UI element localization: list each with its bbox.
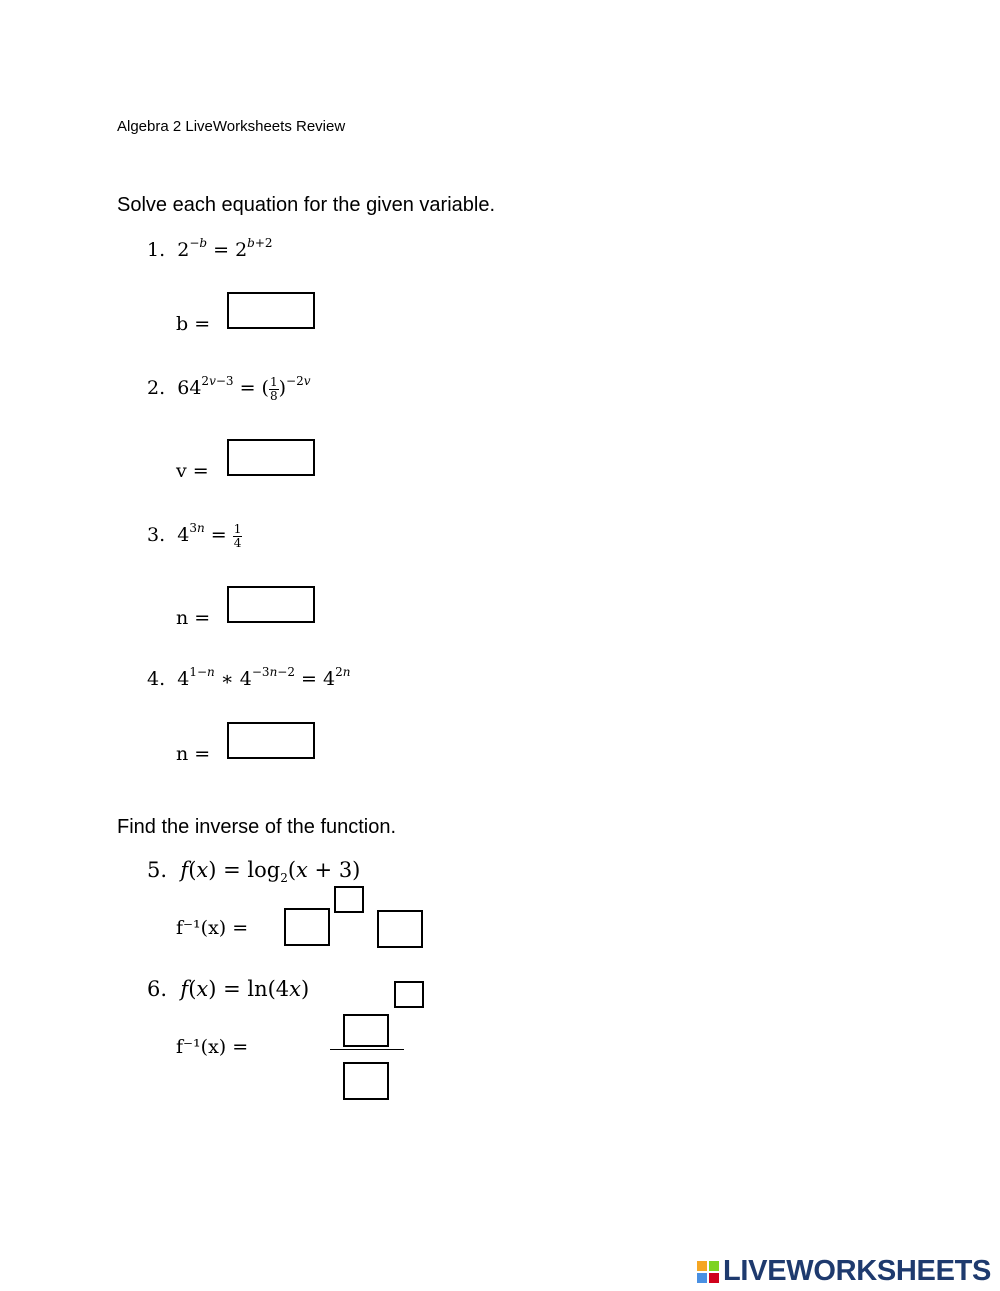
logo-squares-icon	[697, 1261, 719, 1283]
problem-4-equation: $4^{1-n}$ ∗ $4^{-3n-2} = 4^{2n}$	[177, 665, 351, 690]
answer-box-6-denominator[interactable]	[343, 1062, 389, 1100]
answer-label-b: b =	[176, 313, 211, 335]
answer-label-inverse-6: f⁻¹(x) =	[176, 1036, 249, 1058]
problem-3	[147, 521, 242, 550]
problem-2	[147, 374, 311, 403]
section-2-instruction: Find the inverse of the function.	[117, 816, 397, 838]
problem-3-number: 3.	[147, 524, 166, 546]
answer-box-v[interactable]	[227, 439, 315, 476]
problem-5-equation: $f(x) = \log_2(x + 3)$	[180, 858, 361, 885]
problem-4-number: 4.	[147, 668, 166, 690]
logo-square-3	[697, 1273, 707, 1283]
problem-1-equation: $2^{-b} = 2^{b+2}$	[177, 236, 273, 261]
answer-box-n-4[interactable]	[227, 722, 315, 759]
problem-2-equation: $64^{2v-3}$ = ( $\frac{1}{8}$ )$^{-2v}$	[177, 374, 311, 403]
logo-square-4	[709, 1273, 719, 1283]
section-1-instruction: Solve each equation for the given variable.	[117, 194, 496, 216]
problem-6	[147, 977, 309, 1001]
answer-label-v: v =	[176, 460, 209, 482]
answer-label-n-4: n =	[176, 743, 211, 765]
problem-5-number: 5.	[147, 858, 168, 882]
worksheet-header: Algebra 2 LiveWorksheets Review	[117, 118, 346, 135]
problem-6-number: 6.	[147, 977, 168, 1001]
answer-box-n-3[interactable]	[227, 586, 315, 623]
problem-6-equation: f(x) = ln(4x)	[180, 977, 310, 1001]
answer-label-n-3: n =	[176, 607, 211, 629]
problem-3-equation: $4^{3n}$ = $\frac{1}{4}$	[177, 521, 242, 550]
answer-box-6-exponent[interactable]	[394, 981, 424, 1008]
answer-box-5-base[interactable]	[284, 908, 330, 946]
problem-4	[147, 665, 350, 690]
answer-box-6-numerator[interactable]	[343, 1014, 389, 1047]
answer-label-inverse-5: f⁻¹(x) =	[176, 917, 249, 939]
liveworksheets-logo	[697, 1255, 991, 1288]
problem-1	[147, 236, 273, 261]
logo-text: LIVEWORKSHEETS	[723, 1255, 992, 1287]
problem-2-number: 2.	[147, 377, 166, 399]
answer-box-5-exponent[interactable]	[334, 886, 364, 913]
fraction-bar	[330, 1049, 404, 1050]
logo-square-1	[697, 1261, 707, 1271]
logo-square-2	[709, 1261, 719, 1271]
answer-box-5-constant[interactable]	[377, 910, 423, 948]
problem-1-number: 1.	[147, 239, 166, 261]
problem-5	[147, 858, 360, 885]
answer-box-b[interactable]	[227, 292, 315, 329]
